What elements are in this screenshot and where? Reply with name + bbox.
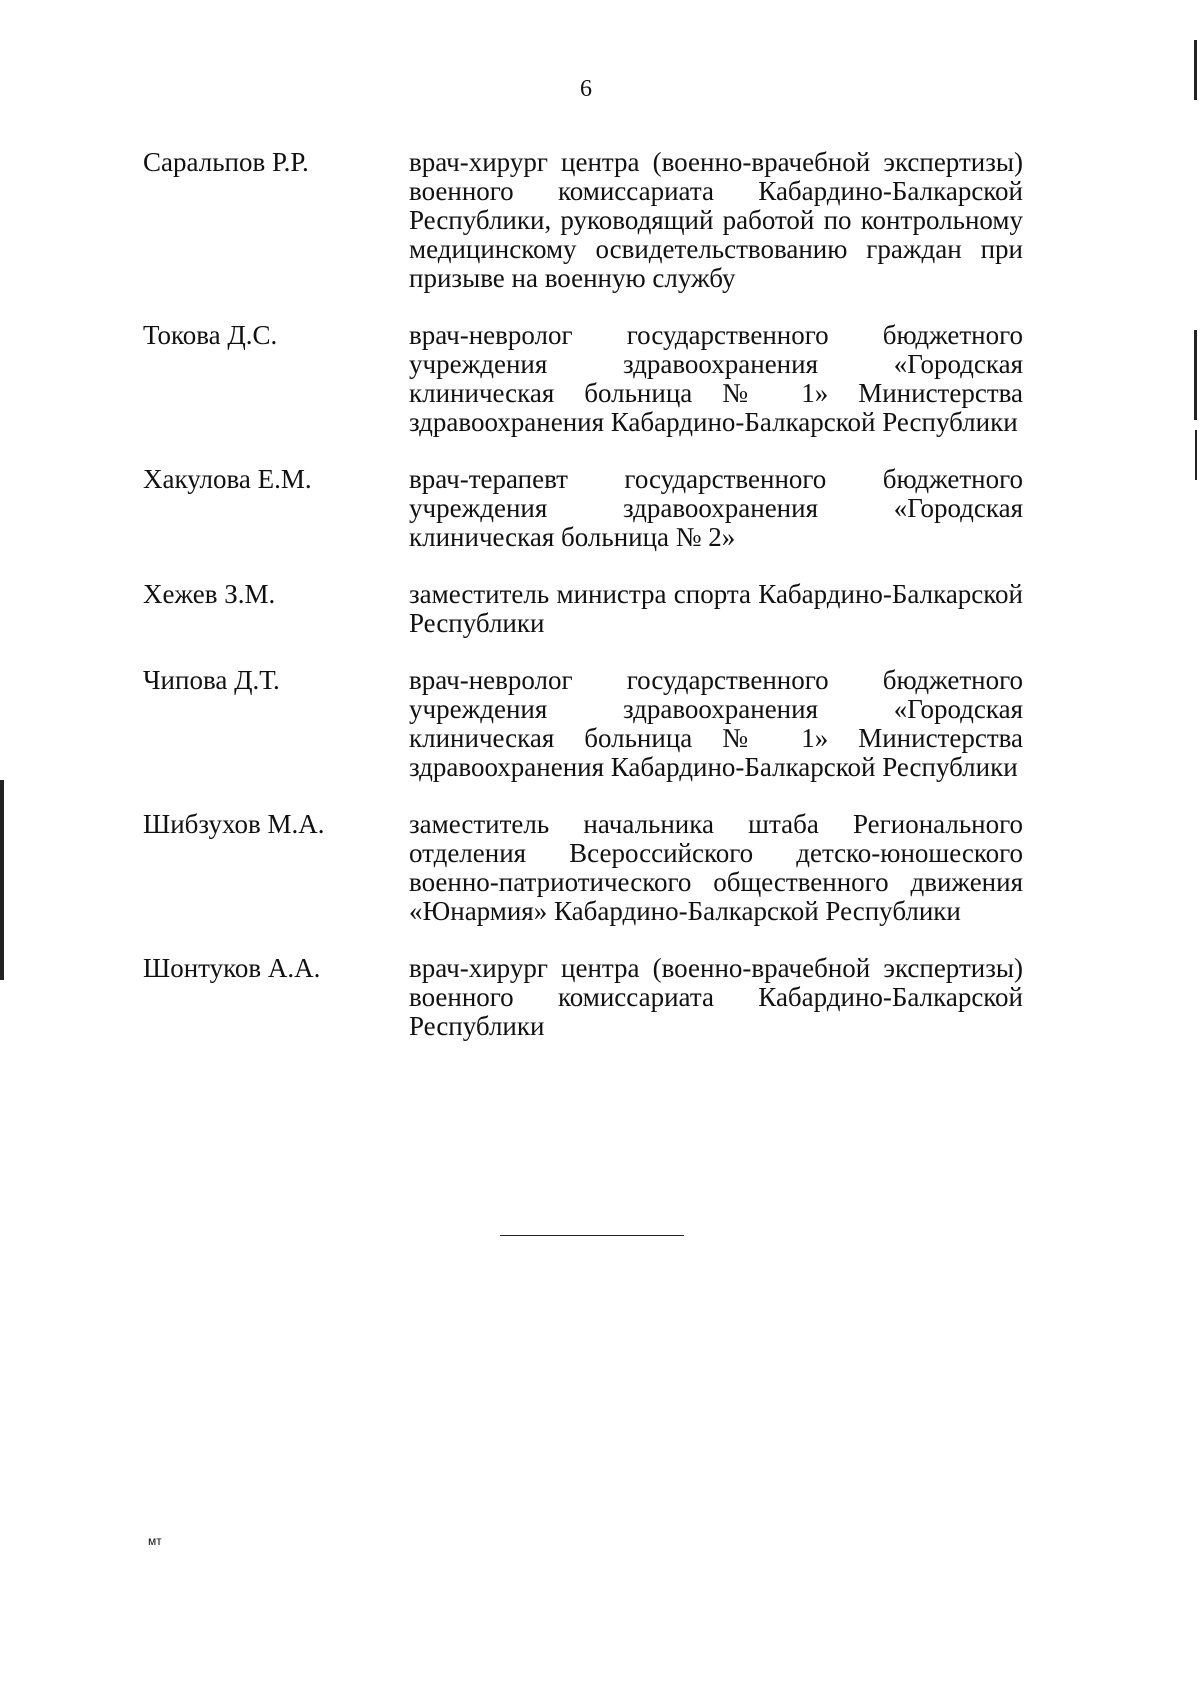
member-entry [143, 810, 1023, 926]
member-entry [143, 465, 1023, 552]
member-position: врач-невролог государственного бюджетного учреждения здравоохранения «Городская клиническая больница № 1» Министерства здравоохранения Кабардино-Балкарской Республики [409, 320, 1023, 437]
member-entry [143, 666, 1023, 782]
member-entry [143, 954, 1023, 1041]
scan-edge-mark [1194, 330, 1197, 420]
member-name: Саральпов Р.Р. [143, 147, 309, 177]
member-position: врач-терапевт государственного бюджетного учреждения здравоохранения «Городская клиническая больница № 2» [409, 464, 1023, 552]
member-entry [143, 580, 1023, 638]
member-name: Чипова Д.Т. [143, 665, 280, 695]
member-name: Хакулова Е.М. [143, 464, 312, 494]
scan-edge-mark [1195, 430, 1197, 480]
footer-mark: мт [148, 1534, 162, 1548]
scan-edge-mark [0, 780, 4, 980]
member-entry [143, 321, 1023, 437]
commission-member-list [143, 148, 1023, 1069]
member-name: Токова Д.С. [143, 320, 278, 350]
member-position: заместитель министра спорта Кабардино-Балкарской Республики [409, 579, 1023, 638]
member-position: врач-хирург центра (военно-врачебной экспертизы) военного комиссариата Кабардино-Балкарской Республики, руководящий работой по контрольному медицинскому освидетельствованию граждан при призыве на военную службу [409, 147, 1023, 293]
member-position: врач-невролог государственного бюджетного учреждения здравоохранения «Городская клиническая больница № 1» Министерства здравоохранения Кабардино-Балкарской Республики [409, 665, 1023, 782]
member-position: врач-хирург центра (военно-врачебной экспертизы) военного комиссариата Кабардино-Балкарской Республики [409, 953, 1023, 1041]
closing-divider [500, 1235, 684, 1236]
page-number: 6 [580, 76, 592, 102]
member-name: Шонтуков А.А. [143, 953, 321, 983]
member-name: Шибзухов М.А. [143, 809, 325, 839]
member-entry [143, 148, 1023, 293]
member-position: заместитель начальника штаба Регионального отделения Всероссийского детско-юношеского военно-патриотического общественного движения «Юнармия» Кабардино-Балкарской Республики [409, 809, 1023, 926]
member-name: Хежев З.М. [143, 579, 276, 609]
scan-edge-mark [1194, 40, 1197, 100]
